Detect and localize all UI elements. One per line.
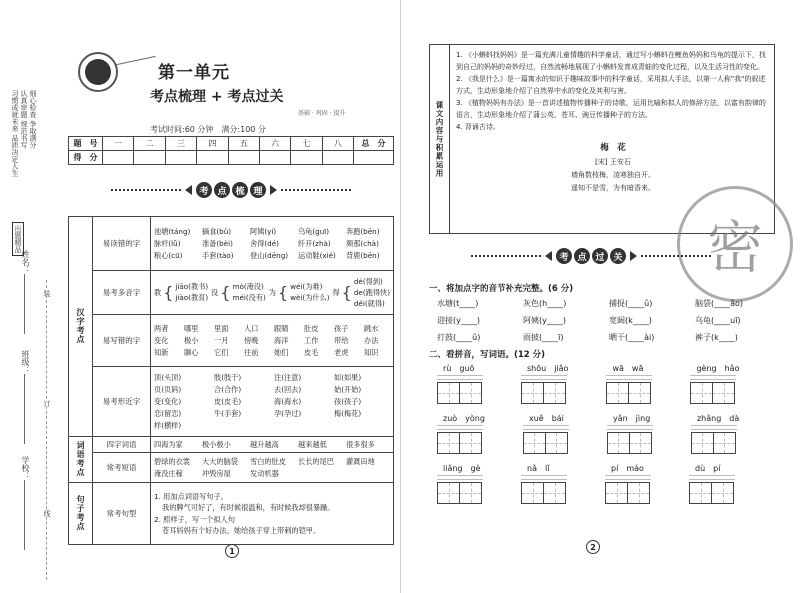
tian-zi-ge-box[interactable]	[628, 382, 651, 404]
banner-char: 过	[592, 248, 608, 264]
pinyin-lines	[437, 425, 483, 431]
phrase-item: 长长的尾巴	[298, 456, 334, 466]
sentence-q1-example: 我的脾气可好了，有时候很温和，有时候我却很暴躁。	[162, 503, 335, 513]
tian-zi-ge-box[interactable]	[627, 482, 650, 504]
pinyin-lines	[437, 375, 483, 381]
miswrite-item: 皮毛	[304, 347, 319, 357]
pinyin-syllable: máo	[626, 464, 644, 473]
similar-cell	[151, 367, 394, 437]
miswrite-label: 易写错的字	[93, 315, 151, 367]
writing-boxes	[689, 482, 733, 504]
tian-zi-ge-box[interactable]	[521, 482, 544, 504]
miswrite-item: 两者	[154, 323, 169, 333]
q1-item[interactable]: 迎接(y____)	[437, 316, 480, 325]
q2-items	[437, 364, 777, 514]
tian-zi-ge-box[interactable]	[607, 432, 630, 454]
miswrite-item: 她们	[274, 347, 289, 357]
readings-label: 易读错的字	[93, 217, 151, 271]
tian-zi-ge-box[interactable]	[691, 432, 714, 454]
tian-zi-ge-box[interactable]	[521, 382, 544, 404]
score-table	[68, 136, 394, 165]
reading-item: 乌龟(guī)	[298, 226, 330, 236]
table-row	[69, 437, 394, 453]
miswrite-item: 极小	[184, 335, 199, 345]
pinyin-row	[437, 364, 777, 404]
table-row	[69, 453, 394, 483]
banner-char: 点	[574, 248, 590, 264]
similar-item: 页(页码)	[154, 384, 182, 394]
similar-item: 牛(手套)	[214, 408, 242, 418]
similar-item: 孕(孕过)	[274, 408, 302, 418]
school-label: 学校：	[21, 456, 30, 480]
pinyin-group	[691, 414, 739, 454]
writing-boxes	[691, 432, 735, 454]
pinyin-lines	[437, 475, 483, 481]
score-input-row	[69, 151, 394, 165]
reading-item: 纤开(zhà)	[298, 238, 331, 248]
pinyin-syllable: lǐ	[544, 464, 550, 473]
page-number-right: 2	[586, 540, 600, 554]
banner-char: 考	[556, 248, 572, 264]
pinyin-syllable: yòng	[465, 414, 485, 423]
tian-zi-ge-box[interactable]	[543, 382, 566, 404]
sentence-q2-example: 苍耳妈妈有个好办法，她给孩子穿上带刺的铠甲。	[162, 525, 321, 535]
similar-item: 顶(头顶)	[154, 372, 182, 382]
kaodian-shuli-banner	[68, 182, 394, 198]
secret-seal-icon: 密	[677, 186, 793, 302]
score-header-cell: 七	[291, 137, 322, 151]
pinyin-group	[605, 464, 651, 504]
tian-zi-ge-box[interactable]	[690, 382, 713, 404]
miswrite-cell	[151, 315, 394, 367]
miswrite-item: 带给	[334, 335, 349, 345]
miswrite-item: 老虎	[334, 347, 349, 357]
tian-zi-ge-box[interactable]	[545, 432, 568, 454]
pinyin-lines	[605, 475, 651, 481]
tian-zi-ge-box[interactable]	[459, 382, 482, 404]
reading-item: 摘食(bǔ)	[202, 226, 232, 236]
table-row	[69, 315, 394, 367]
phrase-item: 灌溉田地	[346, 456, 375, 466]
score-cell[interactable]	[103, 151, 134, 165]
reading-item: 池塘(táng)	[154, 226, 191, 236]
cut-line	[46, 280, 47, 580]
four-char-label: 四字词语	[93, 437, 151, 453]
writing-boxes	[521, 482, 565, 504]
pinyin-group	[690, 364, 739, 404]
pinyin-group	[521, 364, 568, 404]
pinyin-lines	[691, 425, 737, 431]
section-ciyu: 词语考点	[69, 437, 93, 483]
pinyin-lines	[690, 375, 736, 381]
miswrite-item: 办法	[364, 335, 379, 345]
pinyin-syllable: wā	[631, 364, 644, 373]
q1-item[interactable]: 灰色(h____)	[523, 299, 567, 308]
binding-note-1: 习惯成就未来 品质决定人生	[11, 90, 19, 177]
score-header-cell: 总 分	[354, 137, 394, 151]
tian-zi-ge-box[interactable]	[459, 482, 482, 504]
score-header-cell: 三	[165, 137, 196, 151]
pinyin-syllable: shōu	[527, 364, 547, 373]
four-char-item: 越来越低	[298, 439, 327, 449]
section-hanzi: 汉字考点	[69, 217, 93, 437]
score-header-cell: 题 号	[69, 137, 103, 151]
reading-item: 阿姨(yí)	[250, 226, 277, 236]
tian-zi-ge-box[interactable]	[713, 432, 736, 454]
pinyin-row	[437, 414, 777, 454]
pinyin-syllable: rù	[443, 364, 452, 373]
writing-boxes	[437, 382, 481, 404]
four-char-cell	[151, 437, 394, 453]
four-char-item: 越升越高	[250, 439, 279, 449]
writing-boxes	[521, 382, 565, 404]
writing-boxes	[607, 432, 651, 454]
tian-zi-ge-box[interactable]	[437, 382, 460, 404]
miswrite-item: 变化	[154, 335, 169, 345]
pinyin-syllable: zuò	[443, 414, 458, 423]
writing-boxes	[690, 382, 734, 404]
miswrite-item: 肚皮	[304, 323, 319, 333]
pinyin-lines	[606, 375, 652, 381]
writing-boxes	[437, 482, 481, 504]
tian-zi-ge-box[interactable]	[459, 432, 482, 454]
similar-item: 皮(皮毛)	[214, 396, 242, 406]
reading-item: 准备(bèi)	[202, 238, 233, 248]
miswrite-item: 跳水	[364, 323, 379, 333]
score-cell[interactable]	[197, 151, 228, 165]
readings-cell	[151, 217, 394, 271]
tian-zi-ge-box[interactable]	[606, 382, 629, 404]
miswrite-item: 聊心	[184, 347, 199, 357]
writing-boxes	[605, 482, 649, 504]
score-header-cell: 八	[322, 137, 353, 151]
name-label: 姓名：	[21, 250, 30, 274]
q1-title: 一、将加点字的音节补充完整。(6 分)	[429, 284, 574, 294]
pinyin-lines	[523, 425, 569, 431]
name-line[interactable]	[24, 274, 25, 334]
writing-boxes	[437, 432, 481, 454]
table-row	[69, 217, 394, 271]
seal-char-1: 装	[43, 290, 51, 297]
pinyin-syllable: dà	[729, 414, 740, 423]
miswrite-item: 它们	[214, 347, 229, 357]
pinyin-syllable: bái	[551, 414, 564, 423]
reading-item: 粮心(cū)	[154, 250, 183, 260]
pinyin-group	[606, 364, 652, 404]
four-char-item: 极小极小	[202, 439, 231, 449]
paragraph: 1. 《小蝌蚪找妈妈》是一篇充满儿童情趣的科学童话，通过写小蝌蚪在鲤鱼妈妈和乌龟的提示下，找到自己的妈妈的奇妙经过，自然流畅地展现了小蝌蚪发育成青蛙的变化过程，以及生活习性的变化。	[456, 51, 766, 72]
phrase-item: 冲毁房屋	[202, 468, 231, 478]
reading-item: 频那(chà)	[346, 238, 379, 248]
reading-item: 背鹿(bēn)	[346, 250, 380, 260]
similar-item: 海(海水)	[274, 396, 302, 406]
q1-item[interactable]: 脑袋(____ǎo)	[695, 299, 744, 308]
banner-arrow-right-icon	[630, 251, 637, 261]
miswrite-item: 知新	[154, 347, 169, 357]
score-header-row	[69, 137, 394, 151]
miswrite-item: 人口	[244, 323, 259, 333]
banner-char: 关	[610, 248, 626, 264]
text-content	[456, 49, 770, 196]
banner-arrow-right-icon	[270, 185, 277, 195]
miswrite-item: 往前	[244, 347, 259, 357]
polyphone-group: 教 { jiāo(教书) jiào(教育)	[154, 282, 209, 302]
unit-logo-icon	[78, 52, 118, 92]
table-row	[69, 271, 394, 315]
miswrite-item: 工作	[304, 335, 319, 345]
miswrite-item: 跟睛	[274, 323, 289, 333]
right-page	[400, 0, 800, 593]
binding-note-3: 细心检查 争取满分	[29, 90, 37, 149]
miswrite-item: 傍晚	[244, 335, 259, 345]
four-char-item: 很多很多	[346, 439, 375, 449]
banner-arrow-left-icon	[545, 251, 552, 261]
pinyin-syllable: nǎ	[527, 464, 537, 473]
q1-item[interactable]: 打鼓(____ǔ)	[437, 333, 481, 342]
sentence-q1: 1. 用加点词语写句子。	[154, 492, 228, 502]
banner-char: 理	[250, 182, 266, 198]
pinyin-group	[689, 464, 735, 504]
reading-item: 舍得(dé)	[250, 238, 279, 248]
kaodian-guoguan-banner	[441, 248, 741, 264]
q1-items	[437, 298, 777, 343]
unit-title: 第一单元	[158, 63, 230, 83]
q1-item[interactable]: 宽阔(k____)	[609, 316, 652, 325]
table-row	[69, 483, 394, 545]
miswrite-item: 知识	[364, 347, 379, 357]
tian-zi-ge-box[interactable]	[712, 382, 735, 404]
tian-zi-ge-box[interactable]	[629, 432, 652, 454]
pinyin-group	[521, 464, 567, 504]
exam-info: 考试时间:60 分钟 满分:100 分	[150, 125, 266, 134]
similar-item: 肢(肢干)	[214, 372, 242, 382]
score-cell[interactable]	[134, 151, 165, 165]
paragraph: 2. 《我是什么》是一篇寓水的知识于趣味故事中的科学童话，采用拟人手法，以第一人称"我"的叙述方式，生动形象地介绍了自然界中水的变化及其利与害。	[456, 75, 766, 96]
pinyin-syllable: gèng	[696, 364, 717, 373]
logo-swoosh	[116, 56, 155, 65]
polyphone-cell	[151, 271, 394, 315]
polyphone-label: 易考多音字	[93, 271, 151, 315]
reading-item: 运动鞋(xié)	[298, 250, 336, 260]
sentence-cell	[151, 483, 394, 545]
pinyin-lines	[689, 475, 735, 481]
level-tags: 基础 · 巩固 · 提升	[298, 110, 346, 117]
writing-boxes	[606, 382, 650, 404]
score-cell[interactable]	[165, 151, 196, 165]
miswrite-item: 海洋	[274, 335, 289, 345]
score-header-cell: 四	[197, 137, 228, 151]
tian-zi-ge-box[interactable]	[711, 482, 734, 504]
q1-item[interactable]: 水塘(t____)	[437, 299, 479, 308]
pinyin-group	[607, 414, 653, 454]
tian-zi-ge-box[interactable]	[437, 432, 460, 454]
pinyin-syllable: xuě	[528, 414, 544, 423]
reading-item: 奔跑(bēn)	[346, 226, 380, 236]
similar-item: 始(开始)	[334, 384, 362, 394]
score-cell[interactable]	[259, 151, 290, 165]
pinyin-syllable: pí	[611, 464, 619, 473]
score-cell[interactable]	[322, 151, 353, 165]
banner-char: 考	[196, 182, 212, 198]
table-row	[69, 367, 394, 437]
tian-zi-ge-box[interactable]	[689, 482, 712, 504]
pinyin-syllable: guō	[459, 364, 475, 373]
poem-line: 遥知不是雪，为有暗香来。	[571, 184, 655, 193]
paragraph: 4. 背诵古诗。	[456, 123, 500, 132]
q1-item[interactable]: 捕捉(____ǔ)	[609, 299, 653, 308]
polyphone-group: 为 { wéi(为难) wèi(为什么)	[268, 282, 330, 302]
section-juzi: 句子考点	[69, 483, 93, 545]
banner-arrow-left-icon	[185, 185, 192, 195]
similar-item: 孩(孩子)	[334, 396, 362, 406]
pinyin-syllable: jiǎo	[554, 364, 569, 373]
q1-item[interactable]: 乌龟(____uī)	[695, 316, 741, 325]
pinyin-row	[437, 464, 777, 504]
poem-title: 梅 花	[600, 143, 626, 154]
phrase-item: 雪白的肚皮	[250, 456, 286, 466]
seal-char-3: 线	[43, 510, 51, 517]
miswrite-item: 孩子	[334, 323, 349, 333]
phrase-item: 碧绿的衣裳	[154, 456, 190, 466]
class-line[interactable]	[24, 374, 25, 444]
sentence-q2: 2. 照样子，写一个拟人句	[154, 514, 236, 524]
similar-item: 样(横样)	[154, 420, 182, 430]
score-cell[interactable]	[291, 151, 322, 165]
pinyin-syllable: jìng	[635, 414, 651, 423]
miswrite-item: 一月	[214, 335, 229, 345]
pinyin-syllable: hǎo	[724, 364, 740, 373]
q1-item[interactable]: 阿姨(y____)	[523, 316, 566, 325]
page-subtitle: 考点梳理 + 考点过关	[150, 89, 284, 105]
score-header-cell: 六	[259, 137, 290, 151]
reading-item: 登山(dēng)	[250, 250, 289, 260]
binding-badge: 出题精品	[12, 222, 24, 256]
miswrite-item: 里面	[214, 323, 229, 333]
q1-item[interactable]: 晒干(____ài)	[609, 333, 655, 342]
banner-char: 梳	[232, 182, 248, 198]
score-cell[interactable]	[228, 151, 259, 165]
pinyin-lines	[521, 375, 567, 381]
pinyin-lines	[607, 425, 653, 431]
phrase-item: 大大的脑袋	[202, 456, 238, 466]
pinyin-syllable: gè	[470, 464, 481, 473]
paragraph: 3. 《植物妈妈有办法》是一首讲述植物传播种子的诗歌，运用比喻和拟人的修辞方法，以富有韵律的语言，生动形象地介绍了蒲公英、苍耳、豌豆传播种子的方法。	[456, 99, 766, 120]
poem-author: [宋] 王安石	[595, 157, 631, 166]
pinyin-group	[437, 414, 485, 454]
pinyin-group	[437, 364, 483, 404]
pinyin-syllable: pí	[713, 464, 721, 473]
phrase-item: 淹没庄稼	[154, 468, 183, 478]
miswrite-item: 哪里	[184, 323, 199, 333]
pinyin-syllable: zhǎng	[696, 414, 722, 423]
pinyin-lines	[521, 475, 567, 481]
pinyin-syllable: dù	[695, 464, 706, 473]
binding-note-2: 认真审题 规范书写	[20, 90, 28, 149]
similar-item: 注(注意)	[274, 372, 302, 382]
score-header-cell: 一	[103, 137, 134, 151]
phrases-cell	[151, 453, 394, 483]
class-label: 班级：	[21, 350, 30, 374]
banner-char: 点	[214, 182, 230, 198]
phrases-label: 常考短语	[93, 453, 151, 483]
similar-item: 变(变化)	[154, 396, 182, 406]
knowledge-table	[68, 216, 394, 545]
four-char-item: 四海为家	[154, 439, 183, 449]
pinyin-syllable: yǎn	[612, 414, 628, 423]
school-line[interactable]	[24, 480, 25, 550]
tian-zi-ge-box[interactable]	[523, 432, 546, 454]
writing-boxes	[523, 432, 567, 454]
tian-zi-ge-box[interactable]	[437, 482, 460, 504]
pinyin-syllable: wā	[612, 364, 624, 373]
reading-item: 手套(tào)	[202, 250, 234, 260]
q1-item[interactable]: 裤子(k____)	[695, 333, 738, 342]
similar-item: 如(如果)	[334, 372, 362, 382]
reading-item: 脉杆(lǚ)	[154, 238, 181, 248]
tian-zi-ge-box[interactable]	[543, 482, 566, 504]
polyphone-group: 得 { dé(得到) de(跑得快) děi(就得)	[332, 276, 390, 308]
pinyin-syllable: liǎng	[443, 464, 463, 473]
page-number-left: 1	[225, 544, 239, 558]
score-header-cell: 二	[134, 137, 165, 151]
box-label: 课文内容与积累运用	[430, 45, 450, 233]
tian-zi-ge-box[interactable]	[605, 482, 628, 504]
score-cell[interactable]	[354, 151, 394, 165]
similar-item: 梅(梅花)	[334, 408, 362, 418]
pinyin-group	[437, 464, 483, 504]
q1-item[interactable]: 雨披(____ī)	[523, 333, 564, 342]
similar-item: 恋(留恋)	[154, 408, 182, 418]
similar-label: 易考形近字	[93, 367, 151, 437]
sentence-label: 常考句型	[93, 483, 151, 545]
q2-title: 二、看拼音，写词语。(12 分)	[429, 350, 546, 360]
score-row-label: 得 分	[69, 151, 103, 165]
pinyin-group	[523, 414, 569, 454]
polyphone-group: 没 { mò(淹没) méi(没有)	[211, 282, 266, 302]
phrase-item: 发动机器	[250, 468, 279, 478]
similar-item: 去(回去)	[274, 384, 302, 394]
poem-line: 墙角数枝梅，凌寒独自开。	[571, 171, 655, 180]
score-header-cell: 五	[228, 137, 259, 151]
similar-item: 合(合作)	[214, 384, 242, 394]
seal-char-2: 订	[43, 400, 51, 407]
